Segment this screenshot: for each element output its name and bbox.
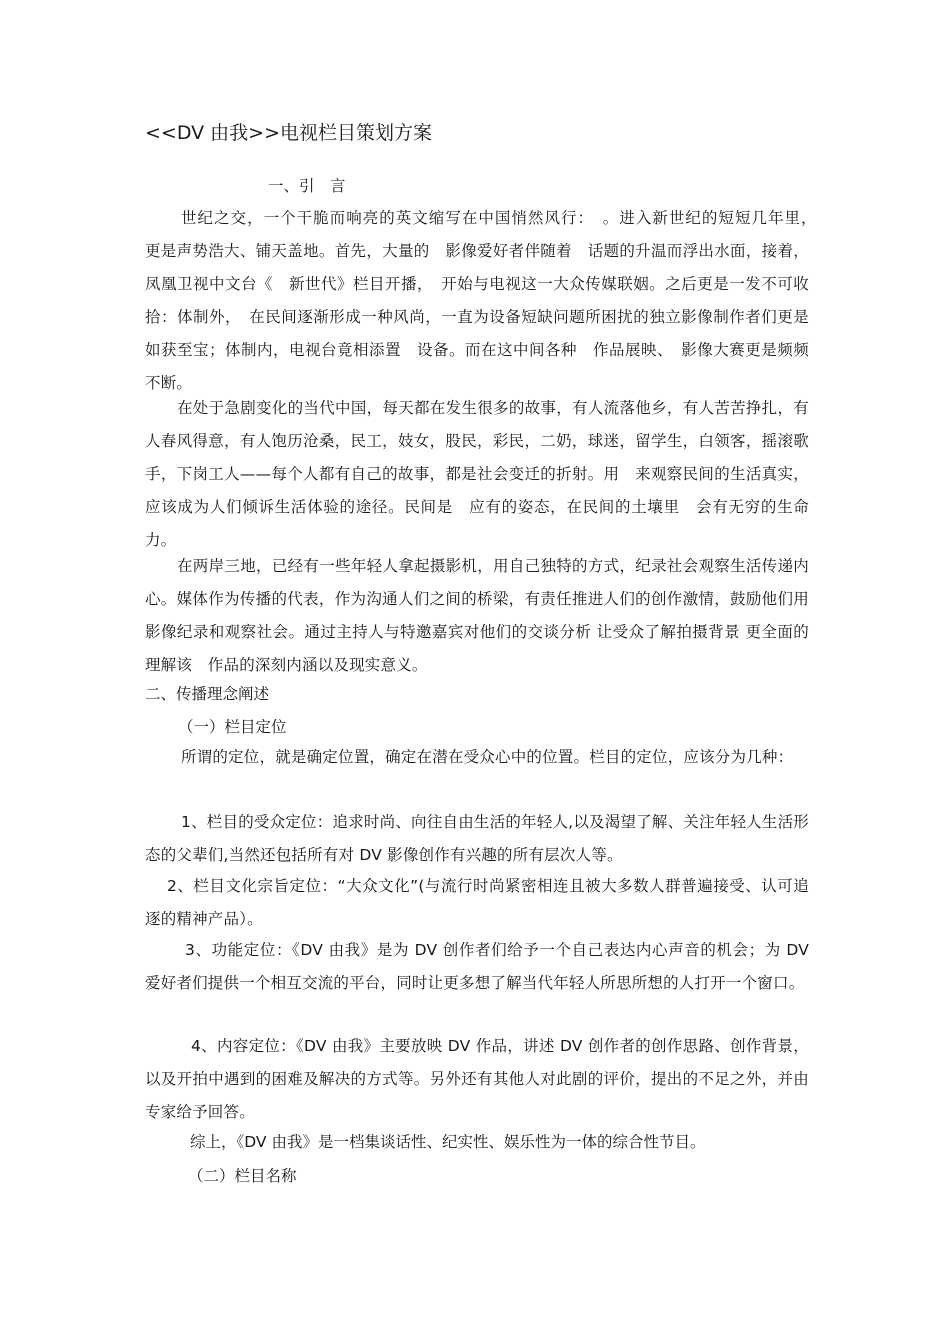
paragraph-introduction-2: 在处于急剧变化的当代中国，每天都在发生很多的故事，有人流落他乡，有人苦苦挣扎，有人春风得意，有人饱历沧桑，民工，妓女，股民，彩民，二奶，球迷，留学生，白领客，摇滚歌手，下岗工人——每个人都有自己的故事，都是社会变迁的折射。用 来观察民间的生活真实，应该成为人们倾诉生活体验的途径。民间是 应有的姿态，在民间的土壤里 会有无穷的生命力。 [145,399,809,549]
document-title: <<DV 由我>>电视栏目策划方案 [145,122,433,144]
subsection-heading-name: （二）栏目名称 [188,1167,297,1185]
paragraph-positioning-intro: 所谓的定位，就是确定位置，确定在潜在受众心中的位置。栏目的定位，应该分为几种： [181,748,794,766]
paragraph-introduction-3: 在两岸三地，已经有一些年轻人拿起摄影机，用自己独特的方式，纪录社会观察生活传递内心。媒体作为传播的代表，作为沟通人们之间的桥梁，有责任推进人们的创作激情，鼓励他们用影像纪录和观察社会。通过主持人与特邀嘉宾对他们的交谈分析 让受众了解拍摄背景 更全面的理解该 作品的深刻内涵以及现实意义。 [145,557,809,674]
paragraph-introduction-1: 世纪之交，一个干脆而响亮的英文缩写在中国悄然风行： 。进入新世纪的短短几年里， 更是声势浩大、铺天盖地。首先，大量的 影像爱好者伴随着 话题的升温而浮出水面，接着，凤凰卫视中文台《 新世代》栏目开播， 开始与电视这一大众传媒联姻。之后更是一发不可收拾：体制外， 在民间逐渐形成一种风尚，一直为设备短缺问题所困扰的独立影像制作者们更是如获至宝；体制内，电视台竟相添置 设备。而在这中间各种 作品展映、 影像大赛更是频频不断。 [145,209,825,392]
list-item-content-positioning: 4、内容定位：《DV 由我》主要放映 DV 作品，讲述 DV 创作者的创作思路、创作背景，以及开拍中遇到的困难及解决的方式等。另外还有其他人对此剧的评价，提出的不足之外，并由专家给予回答。 [145,1037,809,1121]
list-item-audience-positioning: 1、栏目的受众定位：追求时尚、向往自由生活的年轻人,以及渴望了解、关注年轻人生活形态的父辈们,当然还包括所有对 DV 影像创作有兴趣的所有层次人等。 [145,813,809,864]
section-heading-concept: 二、传播理念阐述 [145,685,270,703]
list-item-culture-positioning: 2、栏目文化宗旨定位：“大众文化”(与流行时尚紧密相连且被大多数人群普遍接受、认可追逐的精神产品）。 [145,877,809,928]
section-heading-introduction: 一、引 言 [268,177,346,195]
subsection-heading-positioning: （一）栏目定位 [178,718,287,736]
summary-paragraph: 综上，《DV 由我》是一档集谈话性、纪实性、娱乐性为一体的综合性节目。 [190,1133,706,1151]
list-item-function-positioning: 3、功能定位：《DV 由我》是为 DV 创作者们给予一个自己表达内心声音的机会；为 DV 爱好者们提供一个相互交流的平台，同时让更多想了解当代年轻人所思所想的人打开一个窗口。 [145,941,809,992]
